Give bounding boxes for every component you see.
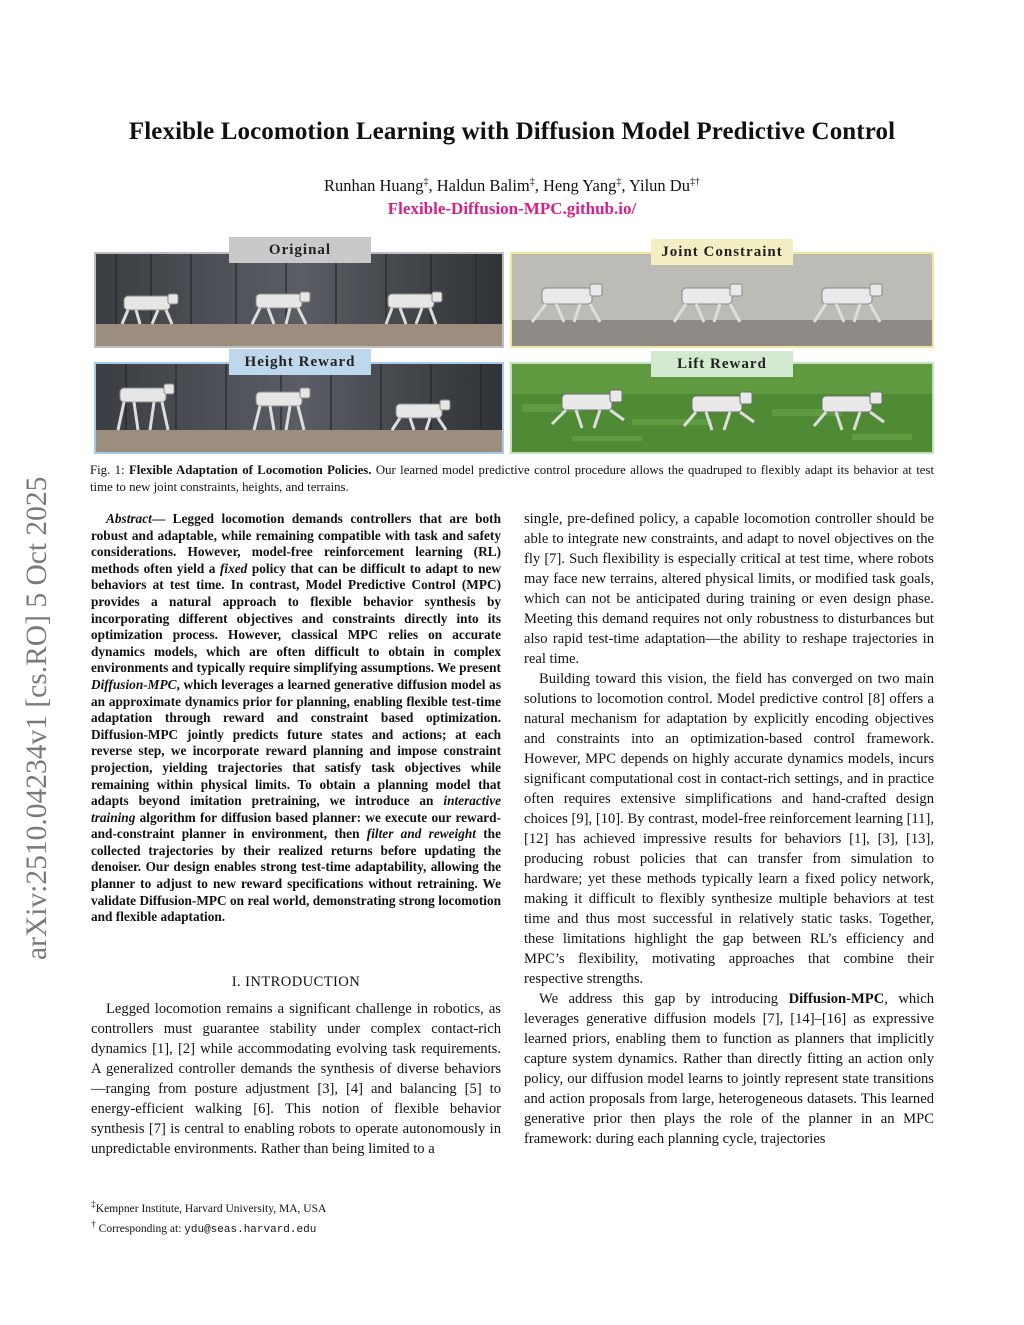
intro-paragraph: Legged locomotion remains a significant challenge in robotics, as controllers must guarantee stability under complex contact-rich dynamics [1], [2] while accommodating evolving task requirements. A generalized controller demands the synthesis of diverse behaviors—ranging from posture adjustment [3], [4] and balancing [5] to energy-efficient walking [6]. This notion of flexible behavior synthesis [7] is central to enabling robots to operate autonomously in unpredictable environments. Rather than being limited to a — [91, 1001, 501, 1157]
paragraph: single, pre-defined policy, a capable locomotion controller should be able to integrate new constraints, and adapt to novel objectives on the fly [7]. Such flexibility is especially critical at test time, where robots may face new terrains, altered physical limits, or modified task goals, which can not be anticipated during training or even design phase. Meeting this demand requires not only robustness to disturbances but also rapid test-time adaptation—the ability to reshape trajectories in real time. — [524, 511, 934, 667]
panel-tag-original: Original — [229, 237, 371, 263]
author-list: Runhan Huang‡, Haldun Balim‡, Heng Yang‡, Yilun Du‡† — [324, 176, 700, 195]
figure-panel-joint-constraint — [510, 252, 934, 348]
author-name: Runhan Huang — [324, 176, 424, 195]
author-name: Heng Yang — [543, 176, 617, 195]
right-column — [524, 509, 934, 1149]
panel-tag-joint-constraint: Joint Constraint — [651, 239, 793, 265]
paper-title: Flexible Locomotion Learning with Diffusion Model Predictive Control — [128, 118, 896, 145]
figure-panel-original — [94, 252, 504, 348]
email-link[interactable]: ydu@seas.harvard.edu — [184, 1223, 317, 1236]
figure-panel-height-reward — [94, 362, 504, 454]
figure-caption: Fig. 1: Flexible Adaptation of Locomotion Policies. Our learned model predictive control procedure allows the quadruped to flexibly adapt its behavior at test time to new joint constraints, heights, and terrains. — [90, 463, 935, 494]
author-name: Yilun Du — [629, 176, 690, 195]
arxiv-side-stamp — [8, 380, 56, 970]
project-link[interactable]: Flexible-Diffusion-MPC.github.io/ — [387, 199, 637, 218]
footnotes: ‡Kempner Institute, Harvard University, MA, USA † Corresponding at: ydu@seas.harvard.edu — [91, 1199, 327, 1236]
panel-tag-lift-reward: Lift Reward — [651, 351, 793, 377]
paragraph: Building toward this vision, the field has converged on two main solutions to locomotion control. Model predictive control [8] offers a natural mechanism for adaptation by explicitly encoding objectives and constraints into an optimization-based control framework. However, MPC depends on highly accurate dynamics models, incurs significant computational cost in contact-rich settings, and in practice often requires extensive simplifications and hand-crafted design choices [9], [10]. By contrast, model-free reinforcement learning [11], [12] has achieved impressive results for behaviors [1], [3], [13], producing robust policies that can transfer from simulation to hardware; yet these methods typically learn a fixed policy network, making it difficult to flexibly synthesize multiple behaviors at test time and thus most successful in relatively static tasks. Together, these limitations highlight the gap between RL’s efficiency and MPC’s flexibility, motivating approaches that combine their respective strengths. — [524, 671, 934, 987]
section-heading-introduction: I. INTRODUCTION — [231, 974, 361, 990]
panel-tag-height-reward: Height Reward — [229, 349, 371, 375]
paragraph: We address this gap by introducing Diffusion-MPC, which leverages generative diffusion models [7], [14]–[16] as expressive learned priors, enabling them to function as planners that implicitly capture system dynamics. Rather than directly fitting an action only policy, our diffusion model learns to jointly represent state transitions and action proposals from large, heterogeneous datasets. This learned generative prior then plays the role of the planner in an MPC framework: during each planning cycle, trajectories — [524, 991, 934, 1147]
abstract: Abstract— Legged locomotion demands controllers that are both robust and adaptable, while remaining compatible with task and safety considerations. However, model-free reinforcement learning (RL) methods often yield a fixed policy that can be difficult to adapt to new behaviors at test time. In contrast, Model Predictive Control (MPC) provides a natural approach to flexible behavior synthesis by incorporating different objectives and constraints directly into its optimization process. However, classical MPC relies on accurate dynamics models, which are often difficult to obtain in complex environments and typically require simplifying assumptions. We present Diffusion-MPC, which leverages a learned generative diffusion model as an approximate dynamics prior for planning, enabling flexible test-time adaptation through reward and constraint based optimization. Diffusion-MPC jointly predicts future states and actions; at each reverse step, we incorporate reward planning and impose constraint projection, yielding trajectories that satisfy task objectives while remaining within physical limits. To obtain a planning model that adapts beyond imitation pretraining, we introduce an interactive training algorithm for diffusion based planner: we execute our reward-and-constraint planner in environment, then filter and reweight the collected trajectories by their realized returns before updating the denoiser. Our design enables strong test-time adaptability, allowing the planner to adjust to new reward specifications without retraining. We validate Diffusion-MPC on real world, demonstrating strong locomotion and flexible adaptation. — [91, 511, 502, 925]
author-name: Haldun Balim — [436, 176, 530, 195]
arxiv-stamp-text: arXiv:2510.04234v1 [cs.RO] 5 Oct 2025 — [21, 476, 53, 960]
